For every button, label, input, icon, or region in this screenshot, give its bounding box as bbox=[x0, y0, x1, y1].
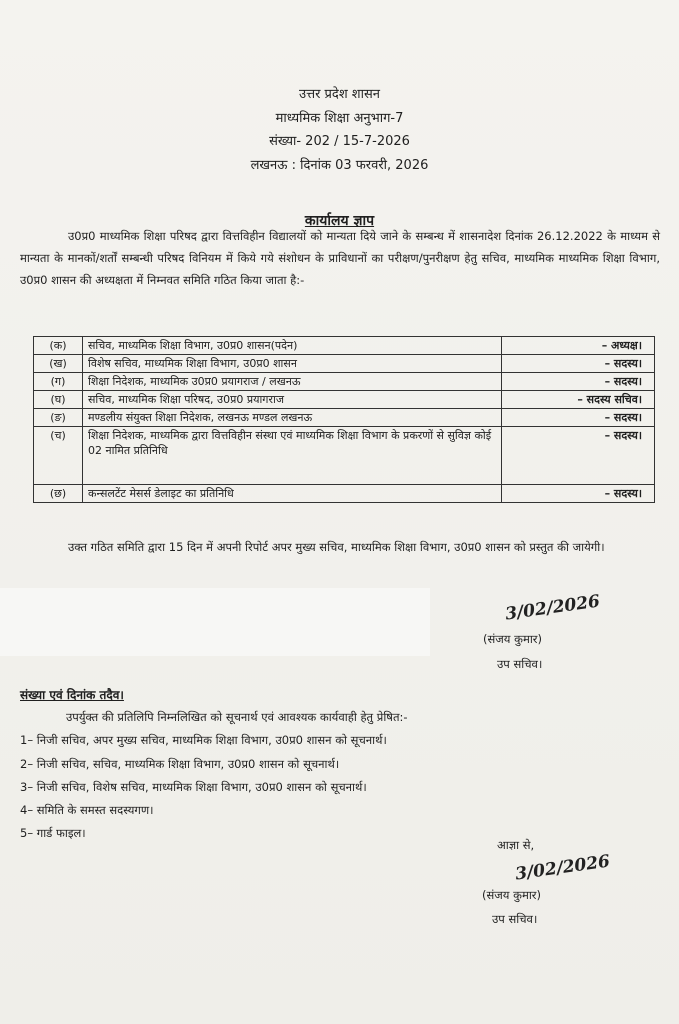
committee-role: – सदस्य सचिव। bbox=[502, 391, 655, 409]
committee-member: सचिव, माध्यमिक शिक्षा विभाग, उ0प्र0 शासन(पदेन) bbox=[83, 337, 502, 355]
copy-list-item: 2– निजी सचिव, सचिव, माध्यमिक शिक्षा विभाग, उ0प्र0 शासन को सूचनार्थ। bbox=[20, 757, 340, 771]
committee-role: – सदस्य। bbox=[502, 355, 655, 373]
section-name: माध्यमिक शिक्षा अनुभाग-7 bbox=[275, 111, 404, 126]
copy-list-item: 4– समिति के समस्त सदस्यगण। bbox=[20, 803, 154, 817]
committee-index: (ङ) bbox=[34, 409, 83, 427]
committee-table bbox=[33, 336, 655, 503]
order-text: आज्ञा से, bbox=[497, 838, 535, 852]
copy-list-item: 1– निजी सचिव, अपर मुख्य सचिव, माध्यमिक शिक्षा विभाग, उ0प्र0 शासन को सूचनार्थ। bbox=[20, 733, 387, 747]
committee-index: (ग) bbox=[34, 373, 83, 391]
committee-index: (घ) bbox=[34, 391, 83, 409]
redacted-area bbox=[0, 588, 430, 656]
copy-list-item: 3– निजी सचिव, विशेष सचिव, माध्यमिक शिक्षा विभाग, उ0प्र0 शासन को सूचनार्थ। bbox=[20, 780, 367, 794]
committee-row bbox=[34, 355, 655, 373]
signatory-designation-1: उप सचिव। bbox=[497, 657, 543, 671]
signatory-designation-2: उप सचिव। bbox=[492, 912, 538, 926]
copy-list-item: 5– गार्ड फाइल। bbox=[20, 826, 86, 840]
committee-member: मण्डलीय संयुक्त शिक्षा निदेशक, लखनऊ मण्डल लखनऊ bbox=[83, 409, 502, 427]
committee-row bbox=[34, 337, 655, 355]
committee-role: – सदस्य। bbox=[502, 373, 655, 391]
committee-index: (च) bbox=[34, 427, 83, 485]
committee-member: सचिव, माध्यमिक शिक्षा परिषद, उ0प्र0 प्रयागराज bbox=[83, 391, 502, 409]
copy-heading: संख्या एवं दिनांक तदैव। bbox=[20, 688, 124, 702]
government-title: उत्तर प्रदेश शासन bbox=[298, 87, 381, 102]
committee-role: – अध्यक्ष। bbox=[502, 337, 655, 355]
committee-row bbox=[34, 391, 655, 409]
signature-1: 3/02/2026 bbox=[504, 591, 602, 625]
committee-member: शिक्षा निदेशक, माध्यमिक द्वारा वित्तविहीन संस्था एवं माध्यमिक शिक्षा विभाग के प्रकरणों से सुविज्ञ कोई 02 नामित प्रतिनिधि bbox=[83, 427, 502, 485]
committee-index: (छ) bbox=[34, 485, 83, 503]
committee-row bbox=[34, 409, 655, 427]
closing-paragraph: उक्त गठित समिति द्वारा 15 दिन में अपनी रिपोर्ट अपर मुख्य सचिव, माध्यमिक शिक्षा विभाग, उ0प्र0 शासन को प्रस्तुत की जायेगी। bbox=[68, 540, 605, 554]
reference-number: संख्या- 202 / 15-7-2026 bbox=[269, 134, 410, 149]
signature-2: 3/02/2026 bbox=[514, 851, 612, 885]
committee-row bbox=[34, 427, 655, 485]
memo-title: कार्यालय ज्ञाप bbox=[304, 213, 375, 229]
committee-role: – सदस्य। bbox=[502, 427, 655, 485]
committee-member: कन्सलटेंट मेसर्स डेलाइट का प्रतिनिधि bbox=[83, 485, 502, 503]
committee-role: – सदस्य। bbox=[502, 485, 655, 503]
committee-row bbox=[34, 485, 655, 503]
committee-row bbox=[34, 373, 655, 391]
committee-role: – सदस्य। bbox=[502, 409, 655, 427]
signatory-name-1: (संजय कुमार) bbox=[483, 632, 542, 646]
intro-paragraph: उ0प्र0 माध्यमिक शिक्षा परिषद द्वारा वित्तविहीन विद्यालयों को मान्यता दिये जाने के सम्बन्ध में शासनादेश दिनांक 26.12.2022 के माध्यम से मान्यता के मानकों/शर्तों सम्बन्धी परिषद विनियम में किये गये संशोधन के प्राविधानों का परीक्षण/पुनरीक्षण हेतु सचिव, माध्यमिक माध्यमिक शिक्षा विभाग, उ0प्र0 शासन की अध्यक्षता में निम्नवत समिति गठित किया जाता है:- bbox=[20, 229, 660, 287]
place-date: लखनऊ : दिनांक 03 फरवरी, 2026 bbox=[250, 158, 429, 173]
committee-member: विशेष सचिव, माध्यमिक शिक्षा विभाग, उ0प्र0 शासन bbox=[83, 355, 502, 373]
committee-member: शिक्षा निदेशक, माध्यमिक उ0प्र0 प्रयागराज / लखनऊ bbox=[83, 373, 502, 391]
signatory-name-2: (संजय कुमार) bbox=[482, 888, 541, 902]
copy-intro: उपर्युक्त की प्रतिलिपि निम्नलिखित को सूचनार्थ एवं आवश्यक कार्यवाही हेतु प्रेषित:- bbox=[66, 710, 408, 724]
committee-index: (क) bbox=[34, 337, 83, 355]
committee-index: (ख) bbox=[34, 355, 83, 373]
